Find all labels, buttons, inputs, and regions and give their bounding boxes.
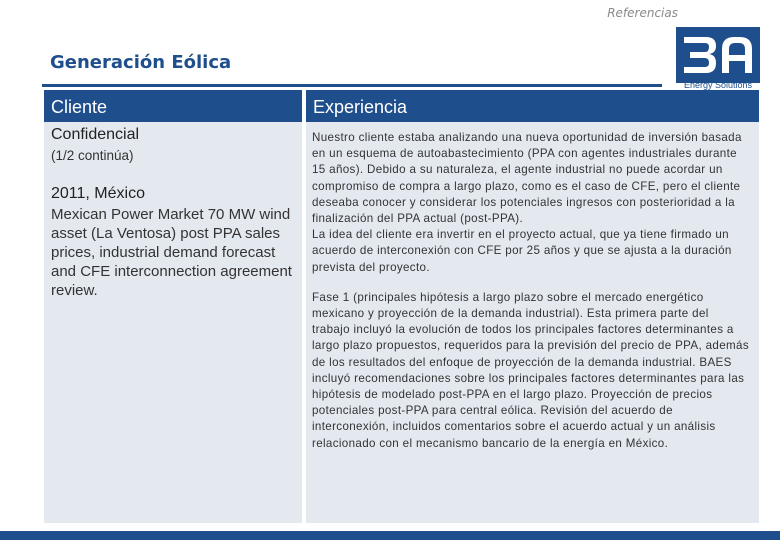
experience-paragraph-1 (312, 130, 749, 276)
project-description: Mexican Power Market 70 MW wind asset (La Ventosa) post PPA sales prices, industrial demand forecast and CFE interconnection agreement review. (51, 206, 292, 299)
experience-paragraph-2: Fase 1 (principales hipótesis a largo plazo sobre el mercado energético mexicano y proyección de la demanda industrial). Esta primera parte del trabajo incluyó la evolución de todos los principales factores determinantes a largo plazo propuestos, requeridos para la previsión del precio de PPA, además de los resultados del enfoque de proyección de la demanda industrial. BAES incluyó recomendaciones sobre los principales factores determinantes para las hipótesis de modelado post-PPA en el largo plazo. Proyección de precios potenciales post-PPA para central eólica. Revisión del acuerdo de interconexión, incluidos comentarios sobre el acuerdo actual y un análisis relacionado con el mecanismo bancario de la energía en México. (312, 290, 749, 450)
page-title: Generación Eólica (50, 52, 232, 73)
continuation-note: (1/2 continúa) (51, 148, 134, 163)
client-name: Confidencial (51, 126, 140, 143)
section-reference-label: Referencias (607, 6, 678, 20)
reference-table (44, 90, 759, 523)
client-column (44, 90, 302, 523)
footer-bar (0, 531, 780, 540)
year-country: 2011, México (51, 185, 145, 202)
experience-paragraph-1a: Nuestro cliente estaba analizando una nueva oportunidad de inversión basada en un esquema de autoabastecimiento (PPA con agentes industriales durante 15 años). Debido a su naturaleza, el agente industrial no puede acordar un compromiso de compra a largo plazo, como es el caso de CFE, pero el cliente deseaba conocer y considerar los potenciales ingresos con posterioridad a la finalización del PPA actual (post-PPA). (312, 131, 742, 226)
title-divider (42, 84, 662, 87)
logo-tagline: Energy Solutions (683, 80, 753, 90)
experience-column (306, 90, 759, 523)
experience-header: Experiencia (306, 90, 759, 122)
experience-paragraph-1b: La idea del cliente era invertir en el proyecto actual, que ya tiene firmado un acuerdo de interconexión con CFE por 25 años y que se ajusta a la duración prevista del proyecto. (312, 228, 732, 274)
client-header: Cliente (44, 90, 302, 122)
